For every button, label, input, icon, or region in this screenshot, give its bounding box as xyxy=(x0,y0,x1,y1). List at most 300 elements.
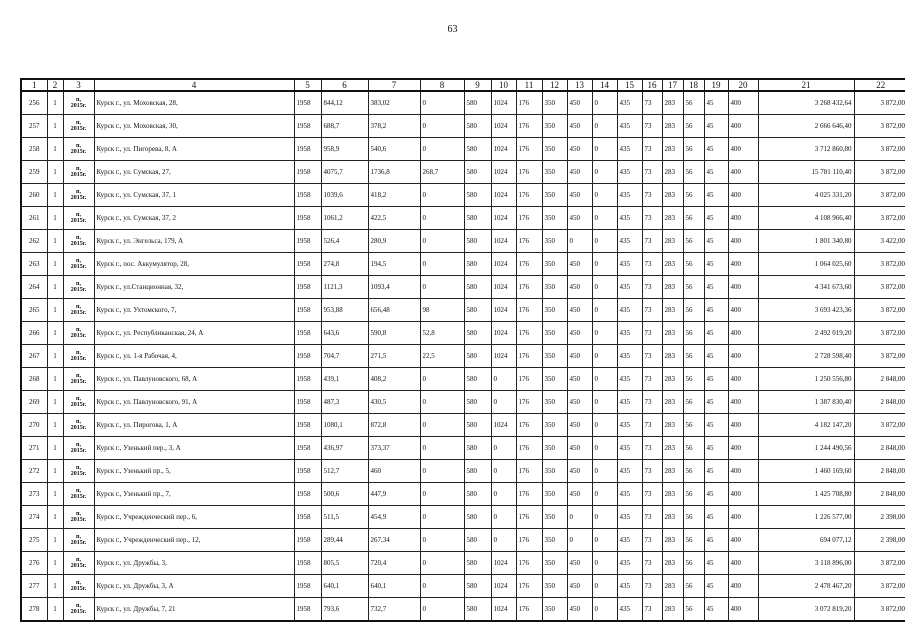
table-cell: 418,2 xyxy=(368,184,420,207)
table-cell: 435 xyxy=(617,368,642,391)
table-cell xyxy=(63,207,94,230)
table-cell: 45 xyxy=(704,138,728,161)
column-header: 8 xyxy=(420,79,464,91)
table-cell: 1958 xyxy=(294,391,321,414)
table-cell: 580 xyxy=(464,437,491,460)
year-cell-line: 2015г. xyxy=(70,126,87,132)
table-cell: 1 244 490,56 xyxy=(758,437,854,460)
table-cell: 3 872,00 xyxy=(854,138,905,161)
year-cell-line: 2015г. xyxy=(70,333,87,339)
address-cell: Курск г., Узенький пр., 7, xyxy=(94,483,294,506)
table-row xyxy=(21,391,905,414)
table-cell: 73 xyxy=(642,483,662,506)
table-cell: 1 xyxy=(47,91,63,115)
table-cell: 400 xyxy=(728,91,758,115)
year-cell-line: 2015г. xyxy=(70,172,87,178)
year-cell-line: 2015г. xyxy=(70,609,87,615)
table-cell: 176 xyxy=(516,506,542,529)
year-cell-line: 2015г. xyxy=(70,448,87,454)
table-cell: 1958 xyxy=(294,460,321,483)
table-cell: 1 xyxy=(47,299,63,322)
table-cell: 1080,1 xyxy=(321,414,368,437)
table-cell: 73 xyxy=(642,115,662,138)
table-cell: 56 xyxy=(683,91,704,115)
table-row xyxy=(21,276,905,299)
table-cell: 580 xyxy=(464,345,491,368)
table-cell: 1958 xyxy=(294,529,321,552)
table-cell: 350 xyxy=(542,368,567,391)
table-cell: 3 872,00 xyxy=(854,345,905,368)
table-cell: 45 xyxy=(704,345,728,368)
table-cell: 350 xyxy=(542,437,567,460)
year-cell-line: п, xyxy=(76,534,81,540)
table-cell: 400 xyxy=(728,506,758,529)
table-cell: 1 xyxy=(47,253,63,276)
table-cell: 350 xyxy=(542,91,567,115)
table-cell: 580 xyxy=(464,115,491,138)
table-cell xyxy=(63,437,94,460)
year-cell-line: 2015г. xyxy=(70,517,87,523)
table-cell: 98 xyxy=(420,299,464,322)
table-cell: 1958 xyxy=(294,115,321,138)
table-cell: 1024 xyxy=(491,253,516,276)
table-cell: 0 xyxy=(592,161,617,184)
column-header: 6 xyxy=(321,79,368,91)
table-cell: 0 xyxy=(420,276,464,299)
table-cell: 176 xyxy=(516,322,542,345)
table-cell: 435 xyxy=(617,184,642,207)
table-cell: 56 xyxy=(683,230,704,253)
table-cell: 0 xyxy=(420,138,464,161)
year-cell-line: 2015г. xyxy=(70,402,87,408)
table-cell: 350 xyxy=(542,483,567,506)
table-cell: 400 xyxy=(728,483,758,506)
table-cell: 400 xyxy=(728,460,758,483)
table-cell: 289,44 xyxy=(321,529,368,552)
table-cell: 283 xyxy=(662,184,683,207)
table-cell: 176 xyxy=(516,207,542,230)
year-cell-line: п, xyxy=(76,350,81,356)
table-cell: 15 781 110,40 xyxy=(758,161,854,184)
table-cell: 267,34 xyxy=(368,529,420,552)
table-cell: 283 xyxy=(662,437,683,460)
table-cell: 283 xyxy=(662,552,683,575)
table-cell: 3 872,00 xyxy=(854,322,905,345)
table-cell: 1958 xyxy=(294,322,321,345)
table-cell: 52,8 xyxy=(420,322,464,345)
address-cell: Курск г., ул. Пигорева, 8, А xyxy=(94,138,294,161)
table-cell: 56 xyxy=(683,575,704,598)
table-cell: 400 xyxy=(728,552,758,575)
table-cell: 73 xyxy=(642,460,662,483)
table-cell: 1958 xyxy=(294,230,321,253)
table-cell: 1 xyxy=(47,391,63,414)
table-cell: 0 xyxy=(592,230,617,253)
table-cell: 56 xyxy=(683,184,704,207)
table-cell: 73 xyxy=(642,91,662,115)
table-cell: 1 xyxy=(47,345,63,368)
table-row xyxy=(21,414,905,437)
table-cell: 1024 xyxy=(491,115,516,138)
table-cell: 0 xyxy=(592,207,617,230)
table-cell: 400 xyxy=(728,207,758,230)
table-cell: 1736,8 xyxy=(368,161,420,184)
table-cell xyxy=(63,460,94,483)
table-cell: 45 xyxy=(704,506,728,529)
table-cell: 0 xyxy=(491,506,516,529)
table-cell: 56 xyxy=(683,207,704,230)
table-cell: 1024 xyxy=(491,276,516,299)
table-cell: 283 xyxy=(662,483,683,506)
column-header: 21 xyxy=(758,79,854,91)
table-cell: 450 xyxy=(567,598,592,622)
year-cell-line: 2015г. xyxy=(70,264,87,270)
table-cell: 1958 xyxy=(294,414,321,437)
table-cell: 580 xyxy=(464,414,491,437)
row-number-cell: 267 xyxy=(21,345,47,368)
table-cell: 3 872,00 xyxy=(854,552,905,575)
table-cell: 1 xyxy=(47,184,63,207)
table-cell: 0 xyxy=(592,414,617,437)
table-cell: 4 182 147,20 xyxy=(758,414,854,437)
table-cell: 73 xyxy=(642,230,662,253)
row-number-cell: 275 xyxy=(21,529,47,552)
table-cell xyxy=(63,598,94,622)
table-cell: 2 398,00 xyxy=(854,506,905,529)
table-cell: 283 xyxy=(662,276,683,299)
table-cell xyxy=(63,575,94,598)
table-cell: 3 072 819,20 xyxy=(758,598,854,622)
table-cell: 454,9 xyxy=(368,506,420,529)
table-row xyxy=(21,138,905,161)
table-cell: 176 xyxy=(516,91,542,115)
table-cell: 1958 xyxy=(294,299,321,322)
table-cell: 3 712 860,80 xyxy=(758,138,854,161)
year-cell-line: п, xyxy=(76,373,81,379)
table-cell: 958,9 xyxy=(321,138,368,161)
table-cell: 435 xyxy=(617,138,642,161)
table-cell: 435 xyxy=(617,230,642,253)
table-cell: 176 xyxy=(516,529,542,552)
table-cell: 694 077,12 xyxy=(758,529,854,552)
table-cell: 45 xyxy=(704,460,728,483)
row-number-cell: 272 xyxy=(21,460,47,483)
table-cell: 4 341 673,60 xyxy=(758,276,854,299)
table-cell: 487,3 xyxy=(321,391,368,414)
table-cell: 2 492 019,20 xyxy=(758,322,854,345)
table-cell: 0 xyxy=(592,391,617,414)
table-cell: 2 728 598,40 xyxy=(758,345,854,368)
table-cell: 56 xyxy=(683,414,704,437)
column-header: 19 xyxy=(704,79,728,91)
row-number-cell: 261 xyxy=(21,207,47,230)
table-cell: 450 xyxy=(567,391,592,414)
table-cell: 0 xyxy=(567,506,592,529)
table-cell: 450 xyxy=(567,437,592,460)
table-cell: 45 xyxy=(704,276,728,299)
table-row xyxy=(21,529,905,552)
table-cell: 512,7 xyxy=(321,460,368,483)
table-cell: 435 xyxy=(617,598,642,622)
table-cell: 283 xyxy=(662,207,683,230)
table-cell: 1 460 169,60 xyxy=(758,460,854,483)
table-row xyxy=(21,299,905,322)
row-number-cell: 265 xyxy=(21,299,47,322)
column-header: 22 xyxy=(854,79,905,91)
table-cell: 283 xyxy=(662,368,683,391)
table-cell: 56 xyxy=(683,161,704,184)
table-cell: 0 xyxy=(420,391,464,414)
table-cell: 400 xyxy=(728,184,758,207)
table-cell: 1024 xyxy=(491,575,516,598)
table-cell: 73 xyxy=(642,184,662,207)
table-cell: 0 xyxy=(491,391,516,414)
table-cell: 2 848,00 xyxy=(854,368,905,391)
address-cell: Курск г., ул. Энгельса, 179, А xyxy=(94,230,294,253)
year-cell-line: п, xyxy=(76,189,81,195)
table-cell: 436,97 xyxy=(321,437,368,460)
address-cell: Курск г., Учрежденческий пер., 6, xyxy=(94,506,294,529)
table-cell: 1 801 340,80 xyxy=(758,230,854,253)
address-cell: Курск г., ул. Сумская, 37, 2 xyxy=(94,207,294,230)
table-cell: 1958 xyxy=(294,552,321,575)
table-cell: 3 872,00 xyxy=(854,91,905,115)
table-cell: 73 xyxy=(642,368,662,391)
table-cell: 450 xyxy=(567,575,592,598)
table-cell: 350 xyxy=(542,552,567,575)
table-cell: 1 xyxy=(47,575,63,598)
table-cell: 0 xyxy=(491,437,516,460)
table-cell: 45 xyxy=(704,437,728,460)
column-header: 18 xyxy=(683,79,704,91)
table-cell: 45 xyxy=(704,91,728,115)
table-cell: 435 xyxy=(617,253,642,276)
table-cell: 283 xyxy=(662,115,683,138)
table-cell: 400 xyxy=(728,230,758,253)
table-cell: 283 xyxy=(662,391,683,414)
year-cell-line: п, xyxy=(76,511,81,517)
table-cell: 176 xyxy=(516,115,542,138)
table-cell: 1 xyxy=(47,207,63,230)
table-cell: 400 xyxy=(728,529,758,552)
table-cell: 2 666 646,40 xyxy=(758,115,854,138)
address-cell: Курск г., Узенький пр., 5, xyxy=(94,460,294,483)
table-cell: 0 xyxy=(420,529,464,552)
table-cell: 640,1 xyxy=(368,575,420,598)
year-cell-line: п, xyxy=(76,557,81,563)
year-cell-line: 2015г. xyxy=(70,241,87,247)
year-cell-line: п, xyxy=(76,212,81,218)
table-cell: 280,9 xyxy=(368,230,420,253)
table-cell: 1958 xyxy=(294,598,321,622)
table-cell: 1024 xyxy=(491,230,516,253)
table-cell: 0 xyxy=(592,138,617,161)
table-cell: 1 xyxy=(47,138,63,161)
year-cell-line: п, xyxy=(76,465,81,471)
page-number: 63 xyxy=(447,24,458,35)
year-cell-line: п, xyxy=(76,97,81,103)
table-cell: 56 xyxy=(683,598,704,622)
table-cell: 45 xyxy=(704,483,728,506)
row-number-cell: 262 xyxy=(21,230,47,253)
address-cell: Курск г., ул. Павлуновского, 68, А xyxy=(94,368,294,391)
table-cell: 0 xyxy=(420,552,464,575)
table-cell: 1024 xyxy=(491,184,516,207)
year-cell-line: п, xyxy=(76,281,81,287)
table-cell: 4 025 331,20 xyxy=(758,184,854,207)
table-cell: 450 xyxy=(567,322,592,345)
table-cell: 56 xyxy=(683,345,704,368)
table-cell: 0 xyxy=(420,437,464,460)
table-cell: 400 xyxy=(728,138,758,161)
table-cell: 0 xyxy=(592,529,617,552)
table-row xyxy=(21,91,905,115)
table-cell: 435 xyxy=(617,207,642,230)
table-cell: 400 xyxy=(728,115,758,138)
table-cell: 176 xyxy=(516,437,542,460)
table-cell: 45 xyxy=(704,253,728,276)
row-number-cell: 258 xyxy=(21,138,47,161)
table-cell: 0 xyxy=(491,483,516,506)
column-header: 10 xyxy=(491,79,516,91)
table-cell xyxy=(63,414,94,437)
table-cell: 350 xyxy=(542,161,567,184)
table-cell: 450 xyxy=(567,161,592,184)
row-number-cell: 278 xyxy=(21,598,47,622)
table-cell xyxy=(63,115,94,138)
table-cell xyxy=(63,391,94,414)
address-cell: Курск г., ул. Павлуновского, 91, А xyxy=(94,391,294,414)
table-cell: 580 xyxy=(464,276,491,299)
table-cell: 1958 xyxy=(294,368,321,391)
table-cell: 350 xyxy=(542,230,567,253)
table-cell: 0 xyxy=(592,460,617,483)
table-cell: 643,6 xyxy=(321,322,368,345)
table-cell: 3 872,00 xyxy=(854,253,905,276)
table-row xyxy=(21,437,905,460)
row-number-cell: 270 xyxy=(21,414,47,437)
address-cell: Курск г., Узенький пер., 3, А xyxy=(94,437,294,460)
table-cell xyxy=(63,253,94,276)
table-cell: 56 xyxy=(683,437,704,460)
table-cell: 1024 xyxy=(491,322,516,345)
table-cell: 580 xyxy=(464,184,491,207)
table-cell: 439,1 xyxy=(321,368,368,391)
table-cell: 283 xyxy=(662,414,683,437)
table-cell: 45 xyxy=(704,115,728,138)
year-cell-line: п, xyxy=(76,166,81,172)
table-cell: 283 xyxy=(662,529,683,552)
table-cell: 408,2 xyxy=(368,368,420,391)
table-cell: 1958 xyxy=(294,437,321,460)
address-cell: Курск г., ул. Моховская, 30, xyxy=(94,115,294,138)
header-row xyxy=(21,79,905,91)
table-cell: 580 xyxy=(464,368,491,391)
year-cell-line: 2015г. xyxy=(70,379,87,385)
table-cell: 45 xyxy=(704,368,728,391)
table-cell: 422,5 xyxy=(368,207,420,230)
table-cell: 526,4 xyxy=(321,230,368,253)
table-cell: 0 xyxy=(420,91,464,115)
address-cell: Курск г., ул. 1-я Рабочая, 4, xyxy=(94,345,294,368)
table-cell: 383,02 xyxy=(368,91,420,115)
column-header: 12 xyxy=(542,79,567,91)
table-cell: 580 xyxy=(464,161,491,184)
table-cell: 3 872,00 xyxy=(854,575,905,598)
table-cell: 45 xyxy=(704,230,728,253)
address-cell: Курск г., ул. Дружбы, 3, А xyxy=(94,575,294,598)
table-cell: 1 387 830,40 xyxy=(758,391,854,414)
table-cell: 0 xyxy=(592,184,617,207)
table-cell: 0 xyxy=(420,115,464,138)
year-cell-line: 2015г. xyxy=(70,287,87,293)
table-cell: 283 xyxy=(662,575,683,598)
table-row xyxy=(21,184,905,207)
table-cell: 3 872,00 xyxy=(854,276,905,299)
column-header: 17 xyxy=(662,79,683,91)
table-cell: 73 xyxy=(642,253,662,276)
column-header: 20 xyxy=(728,79,758,91)
table-cell: 3 872,00 xyxy=(854,414,905,437)
table-cell: 1958 xyxy=(294,91,321,115)
table-cell: 283 xyxy=(662,299,683,322)
table-cell: 1 xyxy=(47,161,63,184)
table-cell: 1 xyxy=(47,552,63,575)
table-cell: 435 xyxy=(617,161,642,184)
table-row xyxy=(21,506,905,529)
table-cell: 3 693 423,36 xyxy=(758,299,854,322)
table-cell: 1 250 556,80 xyxy=(758,368,854,391)
table-cell: 56 xyxy=(683,368,704,391)
table-cell: 400 xyxy=(728,253,758,276)
table-cell: 580 xyxy=(464,460,491,483)
table-cell: 56 xyxy=(683,276,704,299)
table-row xyxy=(21,115,905,138)
table-cell: 73 xyxy=(642,414,662,437)
year-cell-line: п, xyxy=(76,603,81,609)
table-cell: 1024 xyxy=(491,552,516,575)
table-row xyxy=(21,207,905,230)
table-cell: 1061,2 xyxy=(321,207,368,230)
row-number-cell: 268 xyxy=(21,368,47,391)
year-cell-line: п, xyxy=(76,580,81,586)
table-cell: 3 872,00 xyxy=(854,299,905,322)
table-cell: 1024 xyxy=(491,161,516,184)
table-cell: 1024 xyxy=(491,414,516,437)
column-header: 1 xyxy=(21,79,47,91)
table-cell: 1 xyxy=(47,437,63,460)
table-cell: 176 xyxy=(516,460,542,483)
table-cell: 56 xyxy=(683,460,704,483)
address-cell: Курск г., ул.Станционная, 32, xyxy=(94,276,294,299)
table-cell: 0 xyxy=(420,230,464,253)
table-cell: 176 xyxy=(516,299,542,322)
table-cell: 56 xyxy=(683,138,704,161)
table-cell: 2 848,00 xyxy=(854,483,905,506)
table-cell: 0 xyxy=(420,414,464,437)
table-cell: 176 xyxy=(516,276,542,299)
table-cell: 450 xyxy=(567,368,592,391)
column-header: 3 xyxy=(63,79,94,91)
address-cell: Курск г., ул. Пирогова, 1, А xyxy=(94,414,294,437)
table-cell xyxy=(63,345,94,368)
table-cell: 176 xyxy=(516,552,542,575)
column-header: 14 xyxy=(592,79,617,91)
year-cell-line: п, xyxy=(76,258,81,264)
table-cell: 435 xyxy=(617,322,642,345)
year-cell-line: п, xyxy=(76,143,81,149)
table-cell: 350 xyxy=(542,460,567,483)
